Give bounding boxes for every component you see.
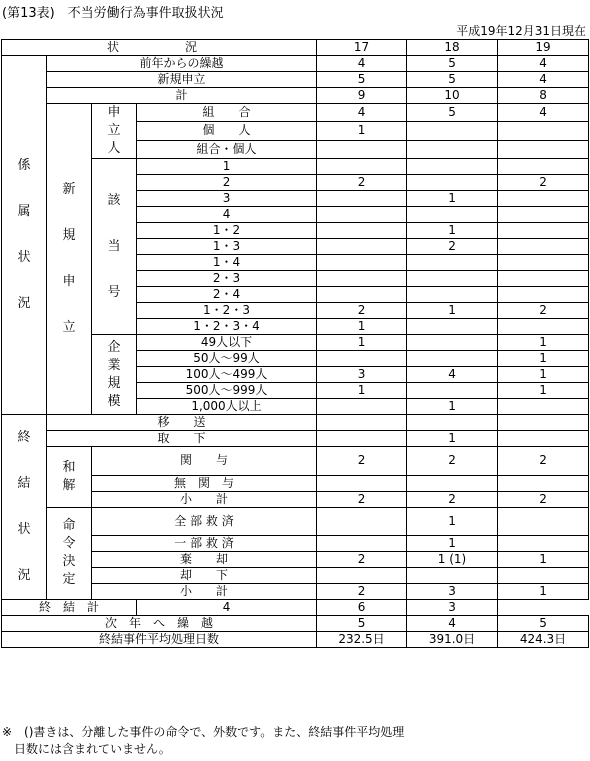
value-cell bbox=[498, 207, 589, 223]
row-label: 組合・個人 bbox=[137, 140, 317, 158]
row-label: 1・3 bbox=[137, 239, 317, 255]
value-cell bbox=[407, 140, 498, 158]
value-cell: 1 bbox=[498, 335, 589, 351]
row-label: 小 計 bbox=[92, 491, 317, 507]
value-cell: 4 bbox=[317, 56, 407, 72]
value-cell bbox=[498, 140, 589, 158]
value-cell: 2 bbox=[407, 447, 498, 476]
value-cell: 2 bbox=[317, 303, 407, 319]
value-cell bbox=[407, 287, 498, 303]
value-cell: 1 bbox=[407, 223, 498, 239]
value-cell: 2 bbox=[407, 491, 498, 507]
row-label: 50人～99人 bbox=[137, 351, 317, 367]
value-cell bbox=[407, 383, 498, 399]
value-cell bbox=[498, 507, 589, 536]
row-label: 移 送 bbox=[47, 415, 317, 431]
value-cell bbox=[317, 159, 407, 175]
table-row bbox=[2, 104, 589, 122]
date-line: 平成19年12月31日現在 bbox=[456, 24, 586, 38]
value-cell bbox=[407, 335, 498, 351]
value-cell: 2 bbox=[498, 447, 589, 476]
value-cell: 5 bbox=[407, 56, 498, 72]
row-label: 棄 却 bbox=[92, 552, 317, 568]
table-row bbox=[2, 632, 589, 648]
table-row bbox=[2, 600, 589, 616]
row-label: 次 年 へ 繰 越 bbox=[2, 616, 317, 632]
value-cell: 1 bbox=[498, 584, 589, 600]
group-label-kakari: 係 属 状 況 bbox=[2, 56, 47, 415]
value-cell: 5 bbox=[498, 616, 589, 632]
value-cell: 1 bbox=[498, 367, 589, 383]
value-cell: 6 bbox=[317, 600, 407, 616]
value-cell: 1 bbox=[498, 351, 589, 367]
value-cell: 4 bbox=[498, 104, 589, 122]
value-cell bbox=[317, 287, 407, 303]
group-label-meirei: 命 令 決 定 bbox=[47, 507, 92, 600]
row-label: 2・3 bbox=[137, 271, 317, 287]
value-cell bbox=[317, 239, 407, 255]
value-cell bbox=[498, 475, 589, 491]
value-cell bbox=[498, 239, 589, 255]
header-year-cell: 19 bbox=[498, 40, 589, 56]
group-label-shuketsu: 終 結 状 況 bbox=[2, 415, 47, 600]
value-cell bbox=[498, 159, 589, 175]
value-cell: 4 bbox=[498, 72, 589, 88]
value-cell bbox=[407, 159, 498, 175]
row-label: 前年からの繰越 bbox=[47, 56, 317, 72]
value-cell: 1 bbox=[498, 552, 589, 568]
value-cell bbox=[498, 191, 589, 207]
value-cell bbox=[317, 399, 407, 415]
row-label: 全 部 救 済 bbox=[92, 507, 317, 536]
value-cell bbox=[317, 223, 407, 239]
group-label-kigyou-kibo: 企 業 規 模 bbox=[92, 335, 137, 415]
value-cell bbox=[317, 255, 407, 271]
value-cell bbox=[498, 122, 589, 140]
row-label: 小 計 bbox=[92, 584, 317, 600]
value-cell: 4 bbox=[137, 600, 317, 616]
table-row bbox=[2, 72, 589, 88]
table-row bbox=[2, 447, 589, 476]
group-label-gaitou-gou: 該 当 号 bbox=[92, 159, 137, 335]
value-cell bbox=[407, 207, 498, 223]
row-label: 一 部 救 済 bbox=[92, 536, 317, 552]
value-cell bbox=[407, 255, 498, 271]
header-year-cell: 17 bbox=[317, 40, 407, 56]
table-row bbox=[2, 616, 589, 632]
value-cell bbox=[498, 568, 589, 584]
value-cell: 8 bbox=[498, 88, 589, 104]
row-label: 無 関 与 bbox=[92, 475, 317, 491]
value-cell: 9 bbox=[317, 88, 407, 104]
value-cell: 2 bbox=[317, 491, 407, 507]
table-row bbox=[2, 507, 589, 536]
table-row bbox=[2, 431, 589, 447]
value-cell: 10 bbox=[407, 88, 498, 104]
value-cell bbox=[317, 475, 407, 491]
value-cell: 232.5日 bbox=[317, 632, 407, 648]
row-label: 100人～499人 bbox=[137, 367, 317, 383]
value-cell: 5 bbox=[317, 616, 407, 632]
unfair-labor-practice-table bbox=[1, 39, 589, 648]
value-cell: 3 bbox=[317, 367, 407, 383]
value-cell: 391.0日 bbox=[407, 632, 498, 648]
row-label: 3 bbox=[137, 191, 317, 207]
value-cell bbox=[407, 175, 498, 191]
row-label: 1,000人以上 bbox=[137, 399, 317, 415]
value-cell bbox=[317, 191, 407, 207]
value-cell bbox=[407, 475, 498, 491]
value-cell bbox=[317, 415, 407, 431]
value-cell: 2 bbox=[317, 447, 407, 476]
row-label: 1・2・3 bbox=[137, 303, 317, 319]
table-row bbox=[2, 56, 589, 72]
row-label: 1・4 bbox=[137, 255, 317, 271]
value-cell bbox=[498, 536, 589, 552]
row-label: 組 合 bbox=[137, 104, 317, 122]
value-cell bbox=[317, 507, 407, 536]
value-cell bbox=[407, 271, 498, 287]
value-cell bbox=[498, 255, 589, 271]
row-label: 1 bbox=[137, 159, 317, 175]
row-label: 49人以下 bbox=[137, 335, 317, 351]
value-cell: 5 bbox=[407, 72, 498, 88]
value-cell: 1 bbox=[407, 536, 498, 552]
value-cell: 4 bbox=[498, 56, 589, 72]
row-label: 個 人 bbox=[137, 122, 317, 140]
footnote-line: ※ ()書きは、分離した事件の命令で、外数です。また、終結事件平均処理 bbox=[2, 725, 405, 739]
row-label: 却 下 bbox=[92, 568, 317, 584]
row-label: 取 下 bbox=[47, 431, 317, 447]
value-cell: 2 bbox=[498, 175, 589, 191]
value-cell: 3 bbox=[407, 600, 498, 616]
group-label-shinki: 新 規 申 立 bbox=[47, 104, 92, 415]
value-cell: 1 bbox=[407, 303, 498, 319]
value-cell bbox=[498, 399, 589, 415]
table-row bbox=[2, 415, 589, 431]
value-cell: 2 bbox=[317, 175, 407, 191]
value-cell: 1 bbox=[317, 335, 407, 351]
group-label-moushitate-nin: 申 立 人 bbox=[92, 104, 137, 159]
value-cell bbox=[407, 122, 498, 140]
value-cell: 1 bbox=[498, 383, 589, 399]
footnote bbox=[2, 724, 588, 758]
value-cell: 2 bbox=[407, 239, 498, 255]
value-cell bbox=[498, 271, 589, 287]
value-cell bbox=[498, 431, 589, 447]
value-cell bbox=[498, 223, 589, 239]
row-label: 計 bbox=[47, 88, 317, 104]
row-label: 500人～999人 bbox=[137, 383, 317, 399]
value-cell: 4 bbox=[407, 367, 498, 383]
value-cell bbox=[317, 140, 407, 158]
value-cell bbox=[317, 568, 407, 584]
value-cell bbox=[407, 568, 498, 584]
table-caption: (第13表) 不当労働行為事件取扱状況 bbox=[2, 6, 224, 21]
value-cell bbox=[407, 351, 498, 367]
value-cell: 1 bbox=[407, 191, 498, 207]
value-cell: 424.3日 bbox=[498, 632, 589, 648]
header-year-cell: 18 bbox=[407, 40, 498, 56]
value-cell: 4 bbox=[317, 104, 407, 122]
row-label: 新規申立 bbox=[47, 72, 317, 88]
row-label: 1・2・3・4 bbox=[137, 319, 317, 335]
row-label: 2・4 bbox=[137, 287, 317, 303]
value-cell bbox=[498, 319, 589, 335]
value-cell: 1 bbox=[317, 122, 407, 140]
value-cell bbox=[317, 207, 407, 223]
value-cell: 1 bbox=[317, 383, 407, 399]
value-cell bbox=[317, 536, 407, 552]
row-label: 4 bbox=[137, 207, 317, 223]
value-cell: 5 bbox=[317, 72, 407, 88]
row-label: 2 bbox=[137, 175, 317, 191]
group-label-wakai: 和 解 bbox=[47, 447, 92, 508]
value-cell: 1 bbox=[317, 319, 407, 335]
value-cell: 2 bbox=[317, 584, 407, 600]
table-row bbox=[2, 88, 589, 104]
value-cell: 1 bbox=[407, 507, 498, 536]
row-label: 終 結 計 bbox=[2, 600, 137, 616]
value-cell bbox=[498, 287, 589, 303]
row-label: 終結事件平均処理日数 bbox=[2, 632, 317, 648]
value-cell: 5 bbox=[407, 104, 498, 122]
value-cell bbox=[407, 319, 498, 335]
value-cell: 1 bbox=[407, 399, 498, 415]
value-cell: 2 bbox=[498, 491, 589, 507]
value-cell: 2 bbox=[498, 303, 589, 319]
row-label: 関 与 bbox=[92, 447, 317, 476]
value-cell: 3 bbox=[407, 584, 498, 600]
header-status-cell: 状 況 bbox=[2, 40, 317, 56]
value-cell bbox=[317, 431, 407, 447]
value-cell bbox=[407, 415, 498, 431]
value-cell: 4 bbox=[407, 616, 498, 632]
value-cell bbox=[317, 271, 407, 287]
row-label: 1・2 bbox=[137, 223, 317, 239]
value-cell: 2 bbox=[317, 552, 407, 568]
value-cell: 1 bbox=[407, 431, 498, 447]
footnote-line: 日数には含まれていません。 bbox=[2, 742, 171, 756]
value-cell bbox=[498, 415, 589, 431]
header-row bbox=[2, 40, 589, 56]
value-cell: 1 (1) bbox=[407, 552, 498, 568]
value-cell bbox=[317, 351, 407, 367]
